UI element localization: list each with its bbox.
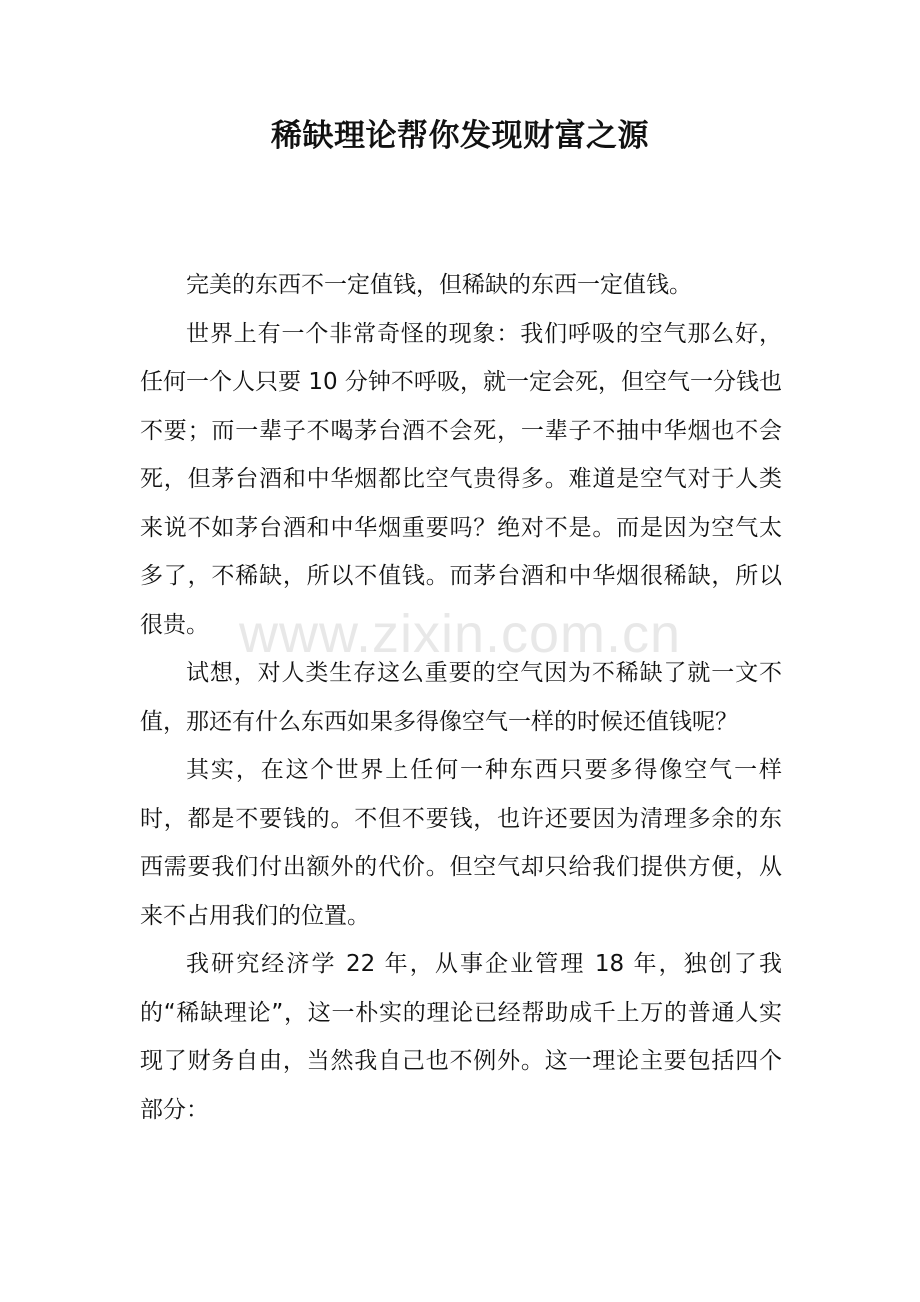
paragraph-1: 完美的东西不一定值钱，但稀缺的东西一定值钱。 bbox=[186, 272, 692, 298]
document-body bbox=[140, 261, 782, 1134]
paragraph-2: 世界上有一个非常奇怪的现象：我们呼吸的空气那么好，任何一个人只要 10 分钟不呼吸，就一定会死，但空气一分钱也不要；而一辈子不喝茅台酒不会死，一辈子不抽中华烟也不会死，但茅台酒和中华烟都比空气贵得多。难道是空气对于人类来说不如茅台酒和中华烟重要吗？绝对不是。而是因为空气太多了，不稀缺，所以不值钱。而茅台酒和中华烟很稀缺，所以很贵。 bbox=[140, 320, 782, 638]
paragraph-4: 其实，在这个世界上任何一种东西只要多得像空气一样时，都是不要钱的。不但不要钱，也许还要因为清理多余的东西需要我们付出额外的代价。但空气却只给我们提供方便，从来不占用我们的位置。 bbox=[140, 757, 782, 929]
paragraph-3: 试想，对人类生存这么重要的空气因为不稀缺了就一文不值，那还有什么东西如果多得像空气一样的时候还值钱呢？ bbox=[140, 660, 782, 735]
paragraph-5: 我研究经济学 22 年，从事企业管理 18 年，独创了我的“稀缺理论”，这一朴实的理论已经帮助成千上万的普通人实现了财务自由，当然我自己也不例外。这一理论主要包括四个部分： bbox=[140, 951, 782, 1123]
document-title: 稀缺理论帮你发现财富之源 bbox=[271, 118, 649, 154]
watermark: www.zixin.com.cn bbox=[238, 604, 682, 664]
